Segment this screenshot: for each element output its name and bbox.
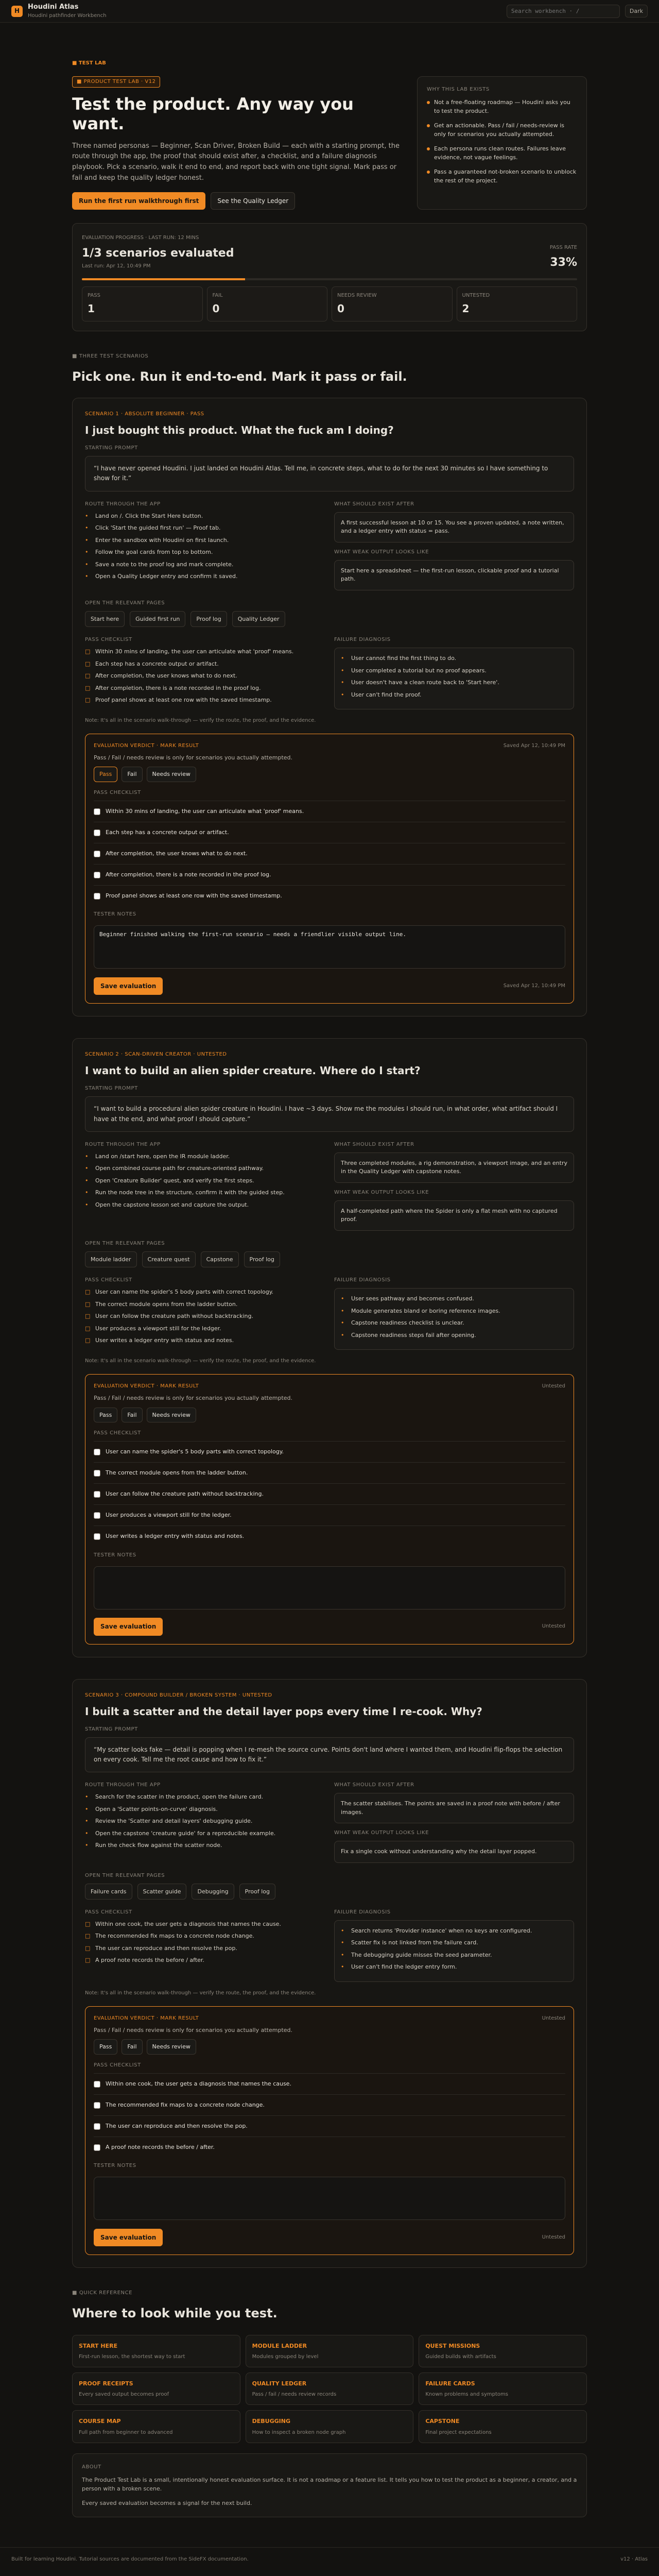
checkbox[interactable] bbox=[94, 808, 100, 815]
progress-summary: 1/3 scenarios evaluated bbox=[82, 246, 234, 260]
scenario-eyebrow: SCENARIO 3 · COMPOUND BUILDER / BROKEN SYSTEM · UNTESTED bbox=[85, 1692, 272, 1698]
checklist-item: □ The correct module opens from the ladder button. bbox=[85, 1300, 238, 1308]
pass-checklist-label: PASS CHECKLIST bbox=[85, 1909, 132, 1915]
tester-notes-label: TESTER NOTES bbox=[94, 2163, 136, 2169]
route-label: ROUTE THROUGH THE APP bbox=[85, 501, 161, 507]
starting-prompt: “I want to build a procedural alien spider creature in Houdini. I have ~3 days. Show me the modules I should run, in what order, what artifact should I have at the end, and what proof I should capture.” bbox=[85, 1096, 574, 1131]
tester-notes-label: TESTER NOTES bbox=[94, 911, 136, 918]
verdict-radio[interactable]: Pass bbox=[94, 1408, 117, 1422]
failure-item: • User can't find the ledger entry form. bbox=[341, 1963, 457, 1971]
panel-title: EVALUATION VERDICT · MARK RESULT bbox=[94, 743, 199, 749]
checkbox[interactable] bbox=[94, 1449, 100, 1455]
about-title: ABOUT bbox=[82, 2464, 101, 2470]
route-item: • Review the 'Scatter and detail layers' debugging guide. bbox=[85, 1818, 253, 1825]
saved-status: Saved Apr 12, 10:49 PM bbox=[503, 983, 565, 989]
failure-item: • User doesn't have a clean route back to 'Start here'. bbox=[341, 679, 499, 686]
evaluation-checklist-label: PASS CHECKLIST bbox=[94, 1430, 141, 1436]
page-title: Test the product. Any way you want. bbox=[72, 94, 354, 133]
open-pages-label: OPEN THE RELEVANT PAGES bbox=[85, 600, 165, 606]
open-pages-label: OPEN THE RELEVANT PAGES bbox=[85, 1240, 165, 1246]
stat-pass: PASS 1 bbox=[82, 286, 203, 321]
proof-label: WHAT SHOULD EXIST AFTER bbox=[334, 1141, 414, 1147]
checklist-item: □ User writes a ledger entry with status and notes. bbox=[85, 1337, 234, 1344]
checkbox[interactable] bbox=[94, 1491, 100, 1498]
brand[interactable] bbox=[11, 3, 107, 19]
weak-output-box: Start here a spreadsheet — the first-run lesson, clickable proof and a tutorial path. bbox=[334, 560, 574, 590]
evaluation-check: Each step has a concrete output or artifact. bbox=[94, 822, 565, 843]
evaluation-check: User can name the spider's 5 body parts with correct topology. bbox=[94, 1441, 565, 1462]
why-item: Pass a guaranteed not-broken scenario to unblock the rest of the project. bbox=[427, 168, 577, 185]
route-item: • Open combined course path for creature-oriented pathway. bbox=[85, 1165, 264, 1172]
route-item: • Click 'Start the guided first run' — Proof tab. bbox=[85, 524, 221, 532]
route-item: • Enter the sandbox with Houdini on first launch. bbox=[85, 536, 229, 544]
verdict-radio[interactable]: Fail bbox=[122, 2039, 142, 2054]
panel-date: Untested bbox=[542, 2015, 565, 2021]
scenario-card bbox=[72, 1038, 587, 1657]
verdict-radio[interactable]: Pass bbox=[94, 2039, 117, 2054]
verdict-radio[interactable]: Fail bbox=[122, 1408, 142, 1422]
scenario-note: Note: It's all in the scenario walk-through — verify the route, the proof, and the evidence. bbox=[85, 1990, 316, 1996]
scenario-title: I just bought this product. What the fuck am I doing? bbox=[85, 424, 394, 437]
checkbox[interactable] bbox=[94, 1533, 100, 1540]
failure-item: • The debugging guide misses the seed parameter. bbox=[341, 1951, 492, 1958]
about-panel bbox=[72, 2453, 587, 2518]
scenario-card bbox=[72, 1679, 587, 2268]
quick-reference-tool[interactable]: DEBUGGING How to inspect a broken node graph bbox=[246, 2410, 414, 2443]
stat-untested: UNTESTED 2 bbox=[457, 286, 578, 321]
evaluation-checklist-label: PASS CHECKLIST bbox=[94, 789, 141, 795]
brand-subtitle: Houdini pathfinder Workbench bbox=[28, 12, 107, 19]
checklist-item: □ User can name the spider's 5 body parts with correct topology. bbox=[85, 1289, 274, 1296]
weak-output-label: WHAT WEAK OUTPUT LOOKS LIKE bbox=[334, 1830, 429, 1836]
quick-reference-tool[interactable]: QUEST MISSIONS Guided builds with artifacts bbox=[419, 2335, 587, 2367]
checkbox[interactable] bbox=[94, 1470, 100, 1477]
about-p1: The Product Test Lab is a small, intentionally honest evaluation surface. It is not a roadmap or a feature list. It tells you how to test the product as a beginner, a creator, and a person with a broken scene. bbox=[82, 2476, 577, 2493]
status-badge: UNTESTED bbox=[242, 1692, 272, 1698]
starting-prompt-label: STARTING PROMPT bbox=[85, 1086, 138, 1092]
panel-question: Pass / Fail / needs review is only for scenarios you actually attempted. bbox=[94, 2026, 292, 2033]
proof-box: Three completed modules, a rig demonstration, a viewport image, and an entry in the Quality Ledger with capstone notes. bbox=[334, 1153, 574, 1183]
checkbox[interactable] bbox=[94, 829, 100, 836]
quality-ledger-button[interactable]: See the Quality Ledger bbox=[211, 192, 295, 210]
open-pages-row bbox=[85, 1251, 574, 1267]
route-list bbox=[85, 1153, 325, 1210]
failure-item: • Capstone readiness steps fail after opening. bbox=[341, 1331, 476, 1338]
open-page-chip[interactable]: Scatter guide bbox=[137, 1884, 187, 1900]
evaluation-check: User produces a viewport still for the ledger. bbox=[94, 1504, 565, 1526]
pass-rate: 33% bbox=[550, 256, 577, 269]
weak-output-label: WHAT WEAK OUTPUT LOOKS LIKE bbox=[334, 549, 429, 555]
starting-prompt: “I have never opened Houdini. I just landed on Houdini Atlas. Tell me, in concrete steps, what to do for the next 30 minutes so I have something to show for it.” bbox=[85, 456, 574, 491]
failure-item: • User cannot find the first thing to do. bbox=[341, 655, 457, 662]
checklist-item: □ A proof note records the before / after. bbox=[85, 1957, 204, 1964]
footer-right: v12 · Atlas bbox=[620, 2556, 648, 2563]
open-page-chip[interactable]: Proof log bbox=[190, 611, 227, 627]
why-item: Each persona runs clean routes. Failures leave evidence, not vague feelings. bbox=[427, 145, 577, 162]
checkbox[interactable] bbox=[94, 872, 100, 878]
evaluation-check: Within 30 mins of landing, the user can articulate what 'proof' means. bbox=[94, 801, 565, 822]
tester-notes-input[interactable] bbox=[94, 2177, 565, 2220]
failure-item: • Module generates bland or boring reference images. bbox=[341, 1307, 500, 1314]
open-page-chip[interactable]: Module ladder bbox=[85, 1251, 137, 1267]
tester-notes-input[interactable] bbox=[94, 925, 565, 969]
verdict-radio[interactable]: Needs review bbox=[147, 767, 196, 782]
quick-reference-tool[interactable]: MODULE LADDER Modules grouped by level bbox=[246, 2335, 414, 2367]
checklist-item: □ After completion, the user knows what to do next. bbox=[85, 672, 237, 680]
route-item: • Follow the goal cards from top to bottom. bbox=[85, 549, 213, 556]
pass-checklist bbox=[85, 1920, 325, 1965]
why-panel bbox=[417, 76, 587, 210]
panel-title: EVALUATION VERDICT · MARK RESULT bbox=[94, 2015, 199, 2021]
checklist-item: □ User can follow the creature path without backtracking. bbox=[85, 1313, 253, 1320]
evaluation-panel bbox=[85, 1374, 574, 1644]
route-item: • Land on /start here, open the IR module ladder. bbox=[85, 1153, 230, 1160]
failure-diagnosis bbox=[334, 1920, 574, 1982]
verdict-radios bbox=[94, 767, 565, 782]
section-title: Pick one. Run it end-to-end. Mark it pass or fail. bbox=[72, 369, 407, 384]
checklist-item: □ User produces a viewport still for the ledger. bbox=[85, 1325, 221, 1332]
evaluation-check: User can follow the creature path without backtracking. bbox=[94, 1483, 565, 1504]
evaluation-check: The correct module opens from the ladder button. bbox=[94, 1462, 565, 1483]
save-evaluation-button[interactable]: Save evaluation bbox=[94, 2229, 163, 2247]
failure-item: • Scatter fix is not linked from the failure card. bbox=[341, 1939, 478, 1946]
route-label: ROUTE THROUGH THE APP bbox=[85, 1141, 161, 1147]
progress-fill bbox=[82, 278, 245, 280]
checkbox[interactable] bbox=[94, 2102, 100, 2109]
evaluation-check: After completion, there is a note recorded in the proof log. bbox=[94, 864, 565, 885]
pass-checklist-label: PASS CHECKLIST bbox=[85, 1277, 132, 1283]
why-title: WHY THIS LAB EXISTS bbox=[427, 87, 490, 92]
theme-toggle[interactable]: Dark bbox=[625, 5, 648, 18]
quick-reference-tool[interactable]: START HERE First-run lesson, the shortest way to start bbox=[72, 2335, 240, 2367]
failure-item: • Search returns 'Provider instance' when no keys are configured. bbox=[341, 1927, 532, 1934]
verdict-radio[interactable]: Needs review bbox=[147, 1408, 196, 1422]
route-item: • Search for the scatter in the product, open the failure card. bbox=[85, 1793, 264, 1801]
pass-checklist-label: PASS CHECKLIST bbox=[85, 637, 132, 643]
panel-date: Saved Apr 12, 10:49 PM bbox=[503, 743, 565, 749]
checklist-item: □ The user can reproduce and then resolve the pop. bbox=[85, 1944, 237, 1952]
route-label: ROUTE THROUGH THE APP bbox=[85, 1782, 161, 1788]
evaluation-check: After completion, the user knows what to do next. bbox=[94, 843, 565, 864]
scenario-eyebrow: SCENARIO 1 · ABSOLUTE BEGINNER · PASS bbox=[85, 411, 204, 417]
panel-date: Untested bbox=[542, 1383, 565, 1389]
quick-reference-tool[interactable]: QUALITY LEDGER Pass / fail / needs review records bbox=[246, 2372, 414, 2405]
status-badge: UNTESTED bbox=[197, 1052, 227, 1058]
evaluation-checklist-label: PASS CHECKLIST bbox=[94, 2062, 141, 2068]
panel-question: Pass / Fail / needs review is only for scenarios you actually attempted. bbox=[94, 1395, 292, 1402]
checklist-item: □ After completion, there is a note recorded in the proof log. bbox=[85, 684, 261, 691]
saved-status: Untested bbox=[542, 1623, 565, 1630]
quick-reference-tool[interactable]: CAPSTONE Final project expectations bbox=[419, 2410, 587, 2443]
checklist-item: □ Each step has a concrete output or artifact. bbox=[85, 660, 219, 667]
route-item: • Open the capstone 'creature guide' for a reproducible example. bbox=[85, 1829, 276, 1837]
checklist-item: □ Proof panel shows at least one row with the saved timestamp. bbox=[85, 697, 272, 704]
open-pages-row bbox=[85, 611, 574, 627]
route-item: • Run the check flow against the scatter node. bbox=[85, 1842, 222, 1849]
quick-reference-tool[interactable]: COURSE MAP Full path from beginner to advanced bbox=[72, 2410, 240, 2443]
proof-box: A first successful lesson at 10 or 15. You see a proven updated, a note written, and a ledger entry with status = pass. bbox=[334, 512, 574, 543]
failure-diagnosis bbox=[334, 1288, 574, 1350]
open-page-chip[interactable]: Capstone bbox=[201, 1251, 239, 1267]
tools-grid bbox=[72, 2335, 587, 2443]
hero-tag: ■ PRODUCT TEST LAB · V12 bbox=[72, 76, 160, 88]
progress-bar bbox=[82, 278, 577, 280]
pass-rate-label: PASS RATE bbox=[549, 244, 577, 250]
route-item: • Save a note to the proof log and mark complete. bbox=[85, 561, 234, 568]
evaluation-progress bbox=[72, 223, 587, 331]
failure-item: • User completed a tutorial but no proof appears. bbox=[341, 667, 487, 674]
evaluation-panel bbox=[85, 2006, 574, 2256]
hero bbox=[72, 76, 587, 210]
route-list bbox=[85, 512, 325, 581]
tester-notes-input[interactable] bbox=[94, 1566, 565, 1609]
starting-prompt: “My scatter looks fake — detail is popping when I re-mesh the source curve. Points don't land where I wanted them, and Houdini flip-flops the selection on every cook. Tell me the root cause and how to fix it.” bbox=[85, 1737, 574, 1772]
route-item: • Open 'Creature Builder' quest, and verify the first steps. bbox=[85, 1177, 254, 1184]
pass-checklist bbox=[85, 1288, 325, 1345]
scenario-card bbox=[72, 398, 587, 1016]
open-pages-row bbox=[85, 1884, 574, 1900]
checkbox[interactable] bbox=[94, 893, 100, 900]
failure-diagnosis bbox=[334, 648, 574, 709]
run-walkthrough-button[interactable]: Run the first run walkthrough first bbox=[72, 192, 205, 210]
route-item: • Land on /. Click the Start Here button. bbox=[85, 512, 203, 519]
route-item: • Open a Quality Ledger entry and confirm it saved. bbox=[85, 573, 238, 580]
scenario-title: I want to build an alien spider creature. Where do I start? bbox=[85, 1064, 421, 1077]
checkbox[interactable] bbox=[94, 2123, 100, 2130]
tools-title: Where to look while you test. bbox=[72, 2306, 278, 2321]
brand-name: Houdini Atlas bbox=[28, 3, 79, 11]
hero-lead: Three named personas — Beginner, Scan Driver, Broken Build — each with a starting prompt, the route through the app, the proof that should exist after, a checklist, and a failure diagnosis playbook. Pick a scenario, walk it end to end, and report back with one tight signal. Mark pass or fail and keep the quality ledger honest. bbox=[72, 142, 400, 182]
last-run: Last run: Apr 12, 10:49 PM bbox=[82, 263, 151, 269]
stat-fail: FAIL 0 bbox=[207, 286, 328, 321]
evaluation-check: User writes a ledger entry with status and notes. bbox=[94, 1526, 565, 1547]
open-page-chip[interactable]: Quality Ledger bbox=[232, 611, 285, 627]
breadcrumb-current: ■ TEST LAB bbox=[72, 60, 106, 66]
section-eyebrow: ■ THREE TEST SCENARIOS bbox=[72, 353, 149, 359]
checkbox[interactable] bbox=[94, 851, 100, 857]
open-page-chip[interactable]: Failure cards bbox=[85, 1884, 132, 1900]
verdict-radio[interactable]: Pass bbox=[94, 767, 117, 782]
route-item: • Open the capstone lesson set and capture the output. bbox=[85, 1201, 249, 1208]
open-pages-label: OPEN THE RELEVANT PAGES bbox=[85, 1872, 165, 1878]
proof-label: WHAT SHOULD EXIST AFTER bbox=[334, 501, 414, 507]
why-item: Get an actionable. Pass / fail / needs-review is only for scenarios you actually attempted. bbox=[427, 122, 577, 139]
evaluation-check: The recommended fix maps to a concrete node change. bbox=[94, 2094, 565, 2115]
evaluation-check: A proof note records the before / after. bbox=[94, 2137, 565, 2158]
open-page-chip[interactable]: Creature quest bbox=[142, 1251, 196, 1267]
scenario-note: Note: It's all in the scenario walk-through — verify the route, the proof, and the evidence. bbox=[85, 1358, 316, 1364]
failure-item: • Capstone readiness checklist is unclear. bbox=[341, 1319, 464, 1327]
verdict-radio[interactable]: Needs review bbox=[147, 2039, 196, 2054]
top-bar bbox=[0, 0, 659, 23]
brand-logo: H bbox=[11, 6, 23, 17]
failure-item: • User sees pathway and becomes confused. bbox=[341, 1295, 474, 1302]
search-input[interactable] bbox=[507, 5, 620, 18]
route-item: • Open a 'Scatter points-on-curve' diagnosis. bbox=[85, 1805, 218, 1812]
save-evaluation-button[interactable]: Save evaluation bbox=[94, 1618, 163, 1636]
stat-review: NEEDS REVIEW 0 bbox=[332, 286, 453, 321]
why-item: Not a free-floating roadmap — Houdini asks you to test the product. bbox=[427, 98, 577, 115]
open-page-chip[interactable]: Proof log bbox=[244, 1251, 280, 1267]
tester-notes-label: TESTER NOTES bbox=[94, 1552, 136, 1558]
save-evaluation-button[interactable]: Save evaluation bbox=[94, 977, 163, 995]
evaluation-check: Within one cook, the user gets a diagnosis that names the cause. bbox=[94, 2073, 565, 2094]
open-page-chip[interactable]: Debugging bbox=[192, 1884, 234, 1900]
footer bbox=[0, 2547, 659, 2571]
failure-diagnosis-label: FAILURE DIAGNOSIS bbox=[334, 1277, 391, 1283]
breadcrumb bbox=[72, 23, 587, 72]
weak-output-box: Fix a single cook without understanding why the detail layer popped. bbox=[334, 1841, 574, 1863]
checklist-item: □ The recommended fix maps to a concrete node change. bbox=[85, 1933, 254, 1940]
proof-box: The scatter stabilises. The points are saved in a proof note with before / after images. bbox=[334, 1793, 574, 1823]
checkbox[interactable] bbox=[94, 2081, 100, 2088]
footer-left: Built for learning Houdini. Tutorial sources are documented from the SideFX documentation. bbox=[11, 2556, 249, 2563]
checkbox[interactable] bbox=[94, 1512, 100, 1519]
failure-diagnosis-label: FAILURE DIAGNOSIS bbox=[334, 637, 391, 643]
evaluation-panel bbox=[85, 734, 574, 1004]
checkbox[interactable] bbox=[94, 2144, 100, 2151]
scenario-note: Note: It's all in the scenario walk-through — verify the route, the proof, and the evidence. bbox=[85, 718, 316, 724]
verdict-radio[interactable]: Fail bbox=[122, 767, 142, 782]
route-item: • Run the node tree in the structure, confirm it with the guided step. bbox=[85, 1189, 285, 1196]
panel-question: Pass / Fail / needs review is only for scenarios you actually attempted. bbox=[94, 754, 292, 761]
evaluation-check: The user can reproduce and then resolve the pop. bbox=[94, 2115, 565, 2137]
route-list bbox=[85, 1793, 325, 1850]
verdict-radios bbox=[94, 2039, 565, 2054]
starting-prompt-label: STARTING PROMPT bbox=[85, 445, 138, 451]
starting-prompt-label: STARTING PROMPT bbox=[85, 1726, 138, 1732]
checklist-item: □ Within one cook, the user gets a diagnosis that names the cause. bbox=[85, 1920, 281, 1927]
weak-output-label: WHAT WEAK OUTPUT LOOKS LIKE bbox=[334, 1189, 429, 1195]
scenario-title: I built a scatter and the detail layer pops every time I re-cook. Why? bbox=[85, 1705, 482, 1718]
saved-status: Untested bbox=[542, 2234, 565, 2241]
open-page-chip[interactable]: Guided first run bbox=[130, 611, 185, 627]
about-p2: Every saved evaluation becomes a signal for the next build. bbox=[82, 2499, 252, 2506]
pass-checklist bbox=[85, 648, 325, 705]
open-page-chip[interactable]: Proof log bbox=[239, 1884, 275, 1900]
quick-reference-tool[interactable]: FAILURE CARDS Known problems and symptoms bbox=[419, 2372, 587, 2405]
open-page-chip[interactable]: Start here bbox=[85, 611, 125, 627]
proof-label: WHAT SHOULD EXIST AFTER bbox=[334, 1782, 414, 1788]
scenario-eyebrow: SCENARIO 2 · SCAN-DRIVEN CREATOR · UNTESTED bbox=[85, 1052, 227, 1058]
status-badge: PASS bbox=[190, 411, 204, 417]
panel-title: EVALUATION VERDICT · MARK RESULT bbox=[94, 1383, 199, 1389]
tools-eyebrow: ■ QUICK REFERENCE bbox=[72, 2290, 133, 2296]
verdict-radios bbox=[94, 1408, 565, 1422]
weak-output-box: A half-completed path where the Spider is only a flat mesh with no captured proof. bbox=[334, 1200, 574, 1231]
failure-diagnosis-label: FAILURE DIAGNOSIS bbox=[334, 1909, 391, 1915]
evaluation-check: Proof panel shows at least one row with the saved timestamp. bbox=[94, 885, 565, 906]
quick-reference-tool[interactable]: PROOF RECEIPTS Every saved output becomes proof bbox=[72, 2372, 240, 2405]
failure-item: • User can't find the proof. bbox=[341, 691, 422, 698]
checklist-item: □ Within 30 mins of landing, the user can articulate what 'proof' means. bbox=[85, 648, 294, 655]
progress-label: EVALUATION PROGRESS · LAST RUN: 12 MINS bbox=[82, 235, 199, 241]
